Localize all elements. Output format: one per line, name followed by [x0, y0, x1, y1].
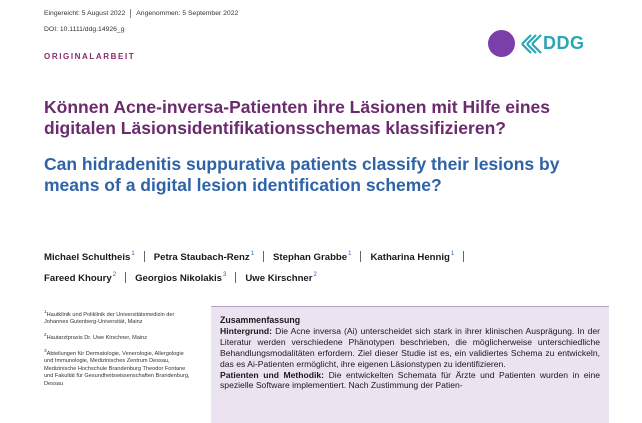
author: Stephan Grabbe$^1$ [273, 251, 352, 264]
author: Fareed Khoury$^2$ [44, 272, 117, 285]
author-divider [263, 251, 264, 262]
author: Petra Staubach-Renz$^1$ [153, 251, 255, 264]
author-list [44, 246, 614, 288]
title-german: Können Acne-inversa-Patienten ihre Läsionen mit Hilfe eines digitalen Läsionsidentifikationsschemas klassifizieren? [44, 97, 550, 138]
affiliation-item: $^3$Abteilungen für Dermatologie, Venerologie, Allergologie und Immunologie, Medizinisches Zentrum Dessau, Medizinische Hochschule Brandenburg Theodor Fontane und Fakultät für Gesundheitswissenschaften Brandenburg, Dessau [44, 347, 190, 387]
abstract-box [211, 306, 609, 423]
doi: DOI: 10.1111/ddg.14926_g [44, 26, 125, 33]
author-line-2 [44, 267, 614, 288]
author-line-1 [44, 246, 614, 267]
publication-dates [44, 9, 238, 18]
accepted-date: Angenommen: 5 September 2022 [136, 10, 239, 17]
author: Uwe Kirschner$^2$ [245, 272, 317, 285]
abstract-title: Zusammenfassung [220, 315, 301, 325]
affiliation-item: $^1$Hautklinik und Poliklinik der Universitätsmedizin der Johannes Gutenberg-Universität, Mainz [44, 309, 175, 326]
author: Georgios Nikolakis$^3$ [135, 272, 227, 285]
date-divider [130, 9, 131, 18]
author-divider [144, 251, 145, 262]
background-label: Hintergrund: [220, 325, 273, 336]
author-divider [235, 272, 236, 283]
logo-mark-icon [520, 32, 542, 56]
affiliation-item: $^2$Hautarztpraxis Dr. Uwe Kirschner, Mainz [44, 332, 148, 341]
received-date: Eingereicht: 5 August 2022 [44, 10, 126, 17]
methods-label: Patienten und Methodik: [220, 369, 325, 380]
abstract-background: Hintergrund: Die Acne inversa (Ai) unterscheidet sich stark in ihrer klinischen Ausprägung. In der Literatur werden verschiedene Phänotypen beschrieben, die möglicherweise unterschiedliche Behandlungsmodalitäten erfordern. Ziel dieser Studie ist es, ein validiertes Schema zu entwickeln, das es Ai-Patienten ermöglicht, ihre eigenen Läsionstypen zu identifizieren. [220, 325, 600, 369]
author-divider [463, 251, 464, 262]
author: Katharina Hennig$^1$ [370, 251, 455, 264]
abstract-methods: Patienten und Methodik: Die entwickelten Schemata für Ärzte und Patienten wurden in eine spezielle Software implementiert. Nach Zustimmung der Patien- [220, 369, 601, 391]
author-divider [125, 272, 126, 283]
article-category: ORIGINALARBEIT [44, 52, 136, 61]
affiliations [44, 308, 194, 392]
logo-circle-icon [488, 30, 515, 57]
title-english: Can hidradenitis suppurativa patients classify their lesions by means of a digital lesion identification scheme? [44, 154, 560, 195]
logo-text: DDG [543, 33, 585, 53]
ddg-logo [488, 30, 585, 57]
author: Michael Schultheis$^1$ [44, 251, 135, 264]
author-divider [360, 251, 361, 262]
